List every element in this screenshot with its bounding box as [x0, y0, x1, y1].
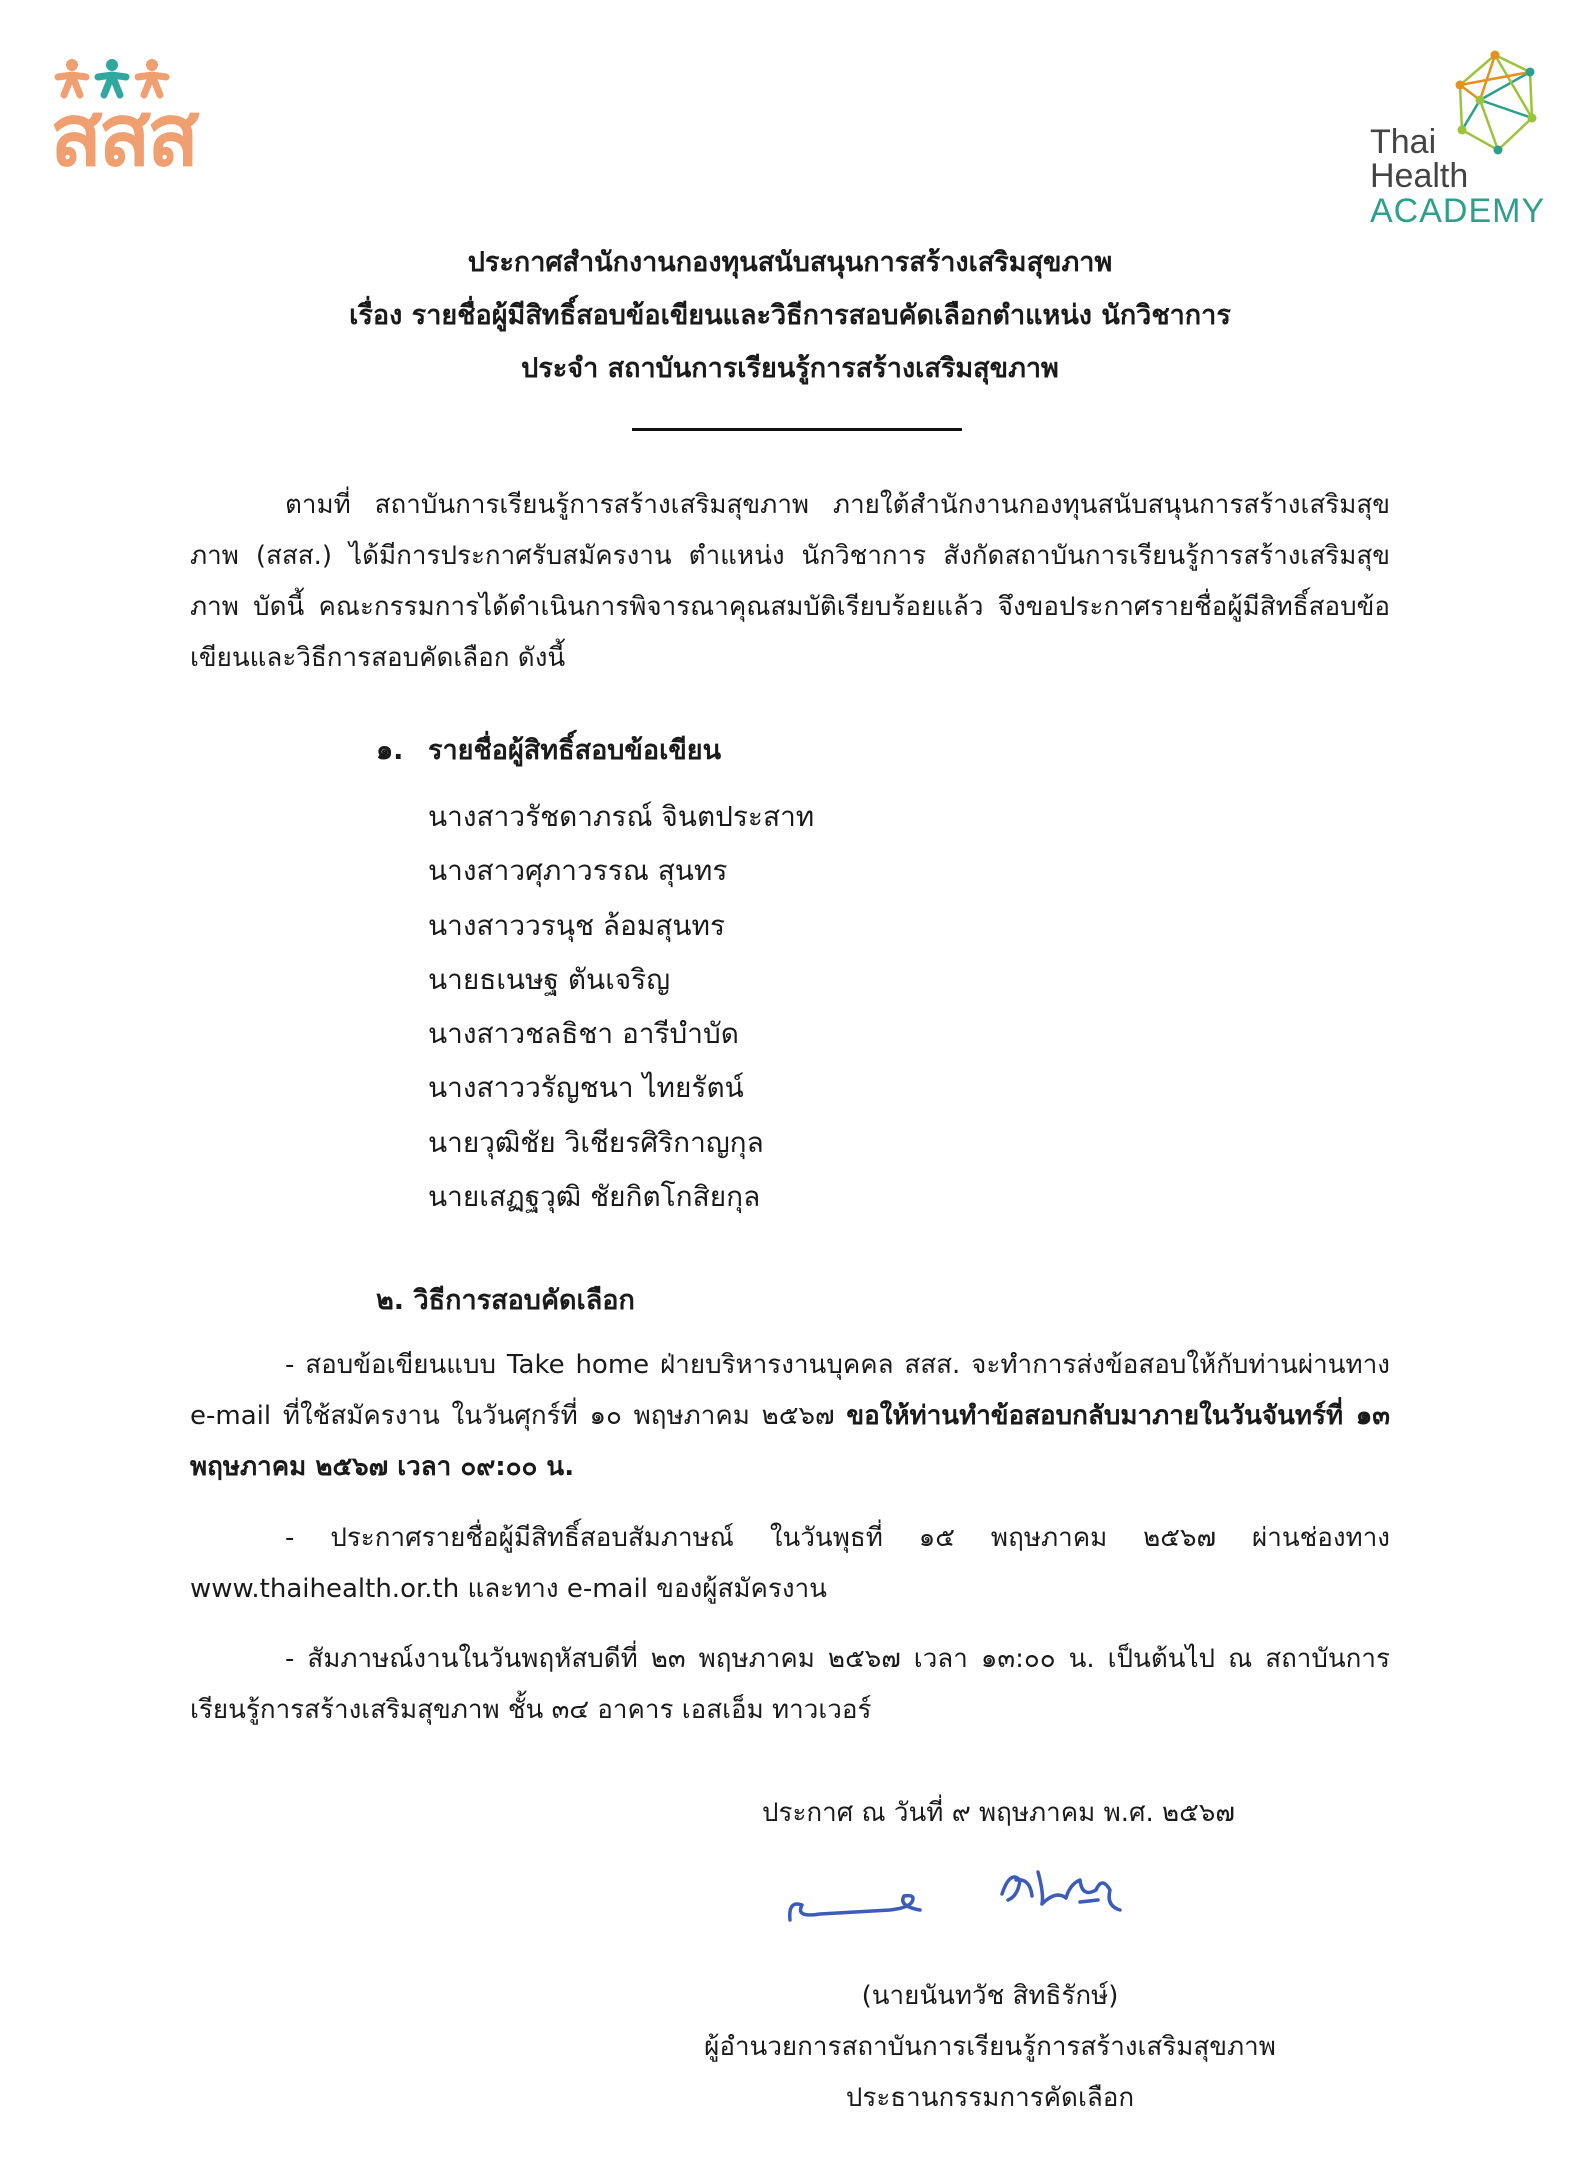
- written-exam-text: - สอบข้อเขียนแบบ Take home ฝ่ายบริหารงานบุคคล สสส. จะทำการส่งข้อสอบให้กับท่านผ่านทาง e-mail ที่ใช้สมัครงาน ในวันศุกร์ที่ ๑๐ พฤษภาคม ๒๕๖๗: [190, 1350, 1390, 1431]
- signatory-name: (นายนันทวัช สิทธิรักษ์): [861, 1981, 1119, 2011]
- logo-word-thai: Thai: [1370, 123, 1437, 161]
- candidate-name: นางสาวศุภาวรรณ สุนทร: [428, 854, 728, 888]
- signatory-role: ประธานกรรมการคัดเลือก: [845, 2083, 1135, 2113]
- candidate-list: [428, 790, 814, 1224]
- logo-word-academy: ACADEMY: [1370, 192, 1546, 230]
- announcement-title: ประกาศสำนักงานกองทุนสนับสนุนการสร้างเสริมสุขภาพ: [467, 247, 1113, 278]
- thai-health-academy-logo: [1370, 50, 1546, 230]
- section1-heading: [376, 728, 721, 771]
- section1-number: ๑.: [376, 735, 404, 766]
- announcement-unit: ประจำ สถาบันการเรียนรู้การสร้างเสริมสุขภาพ: [521, 353, 1059, 384]
- candidate-name: นายธเนษฐ ตันเจริญ: [428, 962, 671, 996]
- section1-title: รายชื่อผู้สิทธิ์สอบข้อเขียน: [428, 735, 722, 766]
- candidate-name: นางสาวชลธิชา อารีบำบัด: [428, 1017, 739, 1051]
- announcement-subject: เรื่อง รายชื่อผู้มีสิทธิ์สอบข้อเขียนและวิธีการสอบคัดเลือกตำแหน่ง นักวิชาการ: [349, 300, 1231, 331]
- section2-item-written-exam: [190, 1340, 1390, 1493]
- section2-item-announcement: - ประกาศรายชื่อผู้มีสิทธิ์สอบสัมภาษณ์ ในวันพุธที่ ๑๕ พฤษภาคม ๒๕๖๗ ผ่านช่องทาง www.thaihealth.or.th และทาง e-mail ของผู้สมัครงาน: [190, 1523, 1390, 1604]
- signature-image: [780, 1850, 1160, 1940]
- announcement-date: ประกาศ ณ วันที่ ๙ พฤษภาคม พ.ศ. ๒๕๖๗: [762, 1798, 1235, 1828]
- sss-logo: [50, 55, 250, 195]
- section2-heading: ๒. วิธีการสอบคัดเลือก: [376, 1285, 635, 1316]
- candidate-name: นางสาววรนุช ล้อมสุนทร: [428, 908, 726, 942]
- candidate-name: นายวุฒิชัย วิเชียรศิริกาญกุล: [428, 1125, 764, 1159]
- candidate-name: นางสาวรัชดาภรณ์ จินตประสาท: [428, 800, 815, 833]
- written-exam-deadline: ขอให้ท่านทำข้อสอบกลับมาภายในวันจันทร์ที่ ๑๓ พฤษภาคม ๒๕๖๗ เวลา ๐๙:๐๐ น.: [190, 1401, 1390, 1482]
- header-divider: [632, 428, 962, 431]
- candidate-name: นางสาววรัญชนา ไทยรัตน์: [428, 1071, 744, 1105]
- section2-item-interview: - สัมภาษณ์งานในวันพฤหัสบดีที่ ๒๓ พฤษภาคม ๒๕๖๗ เวลา ๑๓:๐๐ น. เป็นต้นไป ณ สถาบันการเรียนรู้การสร้างเสริมสุขภาพ ชั้น ๓๔ อาคาร เอสเอ็ม ทาวเวอร์: [190, 1644, 1390, 1725]
- sss-logo-text: สสส: [50, 86, 196, 186]
- thai-health-wordmark: [1370, 125, 1545, 229]
- intro-paragraph: ตามที่ สถาบันการเรียนรู้การสร้างเสริมสุขภาพ ภายใต้สำนักงานกองทุนสนับสนุนการสร้างเสริมสุขภาพ (สสส.) ได้มีการประกาศรับสมัครงาน ตำแหน่ง นักวิชาการ สังกัดสถาบันการเรียนรู้การสร้างเสริมสุขภาพ บัดนี้ คณะกรรมการได้ดำเนินการพิจารณาคุณสมบัติเรียบร้อยแล้ว จึงขอประกาศรายชื่อผู้มีสิทธิ์สอบข้อเขียนและวิธีการสอบคัดเลือก ดังนี้: [190, 490, 1390, 673]
- signatory-title: ผู้อำนวยการสถาบันการเรียนรู้การสร้างเสริมสุขภาพ: [704, 2032, 1276, 2062]
- candidate-name: นายเสฏฐวุฒิ ชัยกิตโกสิยกุล: [428, 1180, 761, 1214]
- logo-word-health: Health: [1370, 157, 1469, 195]
